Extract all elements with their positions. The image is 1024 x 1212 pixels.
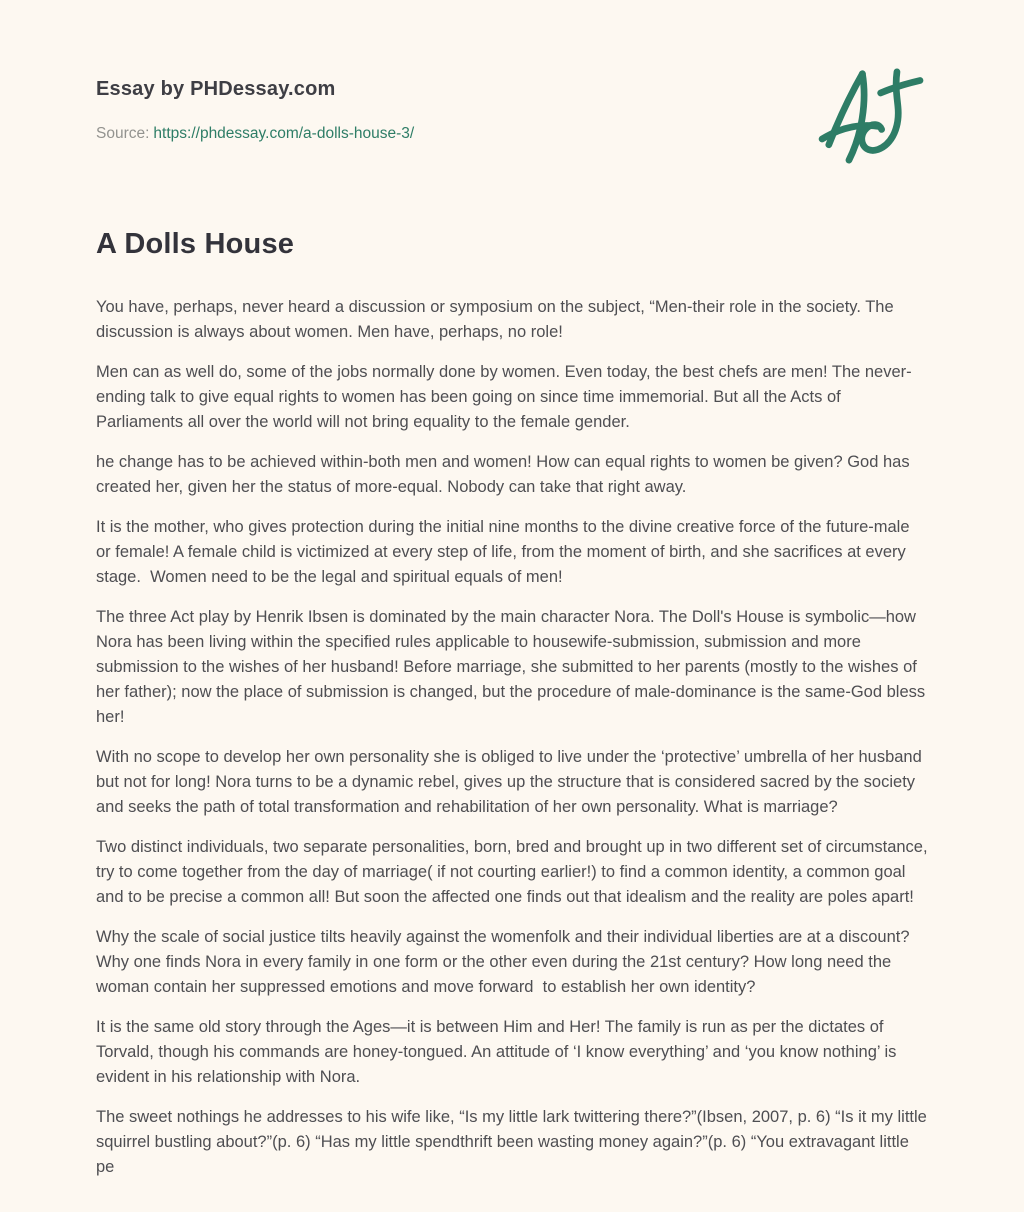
essay-paragraph: he change has to be achieved within-both men and women! How can equal rights to women be given? God has created her, given her the status of more-equal. Nobody can take that right away. — [96, 453, 910, 496]
essay-paragraph: Two distinct individuals, two separate personalities, born, bred and brought up in two different set of circumstance, try to come together from the day of marriage( if not courting earlier!) to find a common identity, a common goal and to be precise a common all! But soon the affected one finds out that idealism and the reality are poles apart! — [96, 838, 928, 906]
essay-body — [96, 295, 928, 1180]
essay-title: A Dolls House — [96, 228, 295, 260]
essay-paragraph: With no scope to develop her own personality she is obliged to live under the ‘protective’ umbrella of her husband but not for long! Nora turns to be a dynamic rebel, gives up the structure that is considered sacred by the society and seeks the path of total transformation and rehabilitation of her own personality. What is marriage? — [96, 748, 922, 816]
essay-paragraph: It is the mother, who gives protection during the initial nine months to the divine creative force of the future-male or female! A female child is victimized at every step of life, from the moment of birth, and she sacrifices at every stage. Women need to be the legal and spiritual equals of men! — [96, 518, 910, 586]
essay-paragraph: You have, perhaps, never heard a discussion or symposium on the subject, “Men-their role in the society. The discussion is always about women. Men have, perhaps, no role! — [96, 298, 894, 341]
essay-paragraph: It is the same old story through the Ages—it is between Him and Her! The family is run as per the dictates of Torvald, though his commands are honey-tongued. An attitude of ‘I know everything’ and ‘you know nothing’ is evident in his relationship with Nora. — [96, 1018, 897, 1086]
a-plus-logo-icon — [818, 68, 926, 164]
source-line — [96, 125, 414, 143]
essay-paragraph: Men can as well do, some of the jobs normally done by women. Even today, the best chefs are men! The never-ending talk to give equal rights to women has been going on since time immemorial. But all the Acts of Parliaments all over the world will not bring equality to the female gender. — [96, 363, 912, 431]
source-url-link[interactable]: https://phdessay.com/a-dolls-house-3/ — [153, 125, 415, 142]
essay-byline: Essay by PHDessay.com — [96, 78, 336, 100]
page-header — [96, 72, 928, 164]
source-label: Source: — [96, 125, 150, 142]
essay-paragraph: The three Act play by Henrik Ibsen is dominated by the main character Nora. The Doll's House is symbolic—how Nora has been living within the specified rules applicable to housewife-submission, submission and more submission to the wishes of her husband! Before marriage, she submitted to her parents (mostly to the wishes of her father); now the place of submission is changed, but the procedure of male-dominance is the same-God bless her! — [96, 608, 926, 726]
essay-paragraph: The sweet nothings he addresses to his wife like, “Is my little lark twittering there?”(Ibsen, 2007, p. 6) “Is it my little squirrel bustling about?”(p. 6) “Has my little spendthrift been wasting money again?”(p. 6) “You extravagant little pe — [96, 1108, 927, 1176]
essay-paragraph: Why the scale of social justice tilts heavily against the womenfolk and their individual liberties are at a discount? Why one finds Nora in every family in one form or the other even during the 21st century? How long need the woman contain her suppressed emotions and move forward to establish her own identity? — [96, 928, 910, 996]
header-text-block — [96, 72, 414, 143]
